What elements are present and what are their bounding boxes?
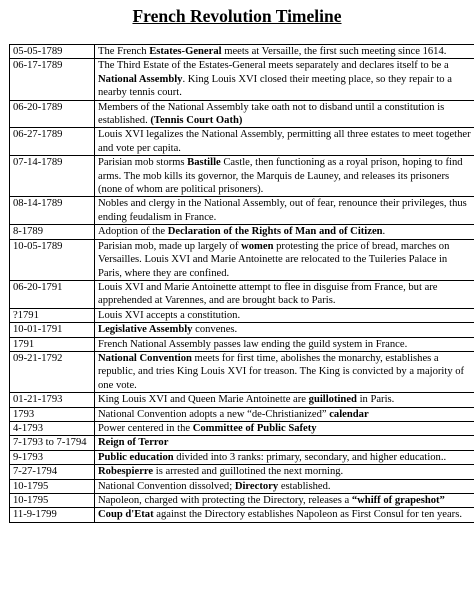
event-description — [95, 225, 474, 239]
event-highlight: National Convention — [98, 352, 192, 364]
event-description — [95, 323, 474, 337]
event-description — [95, 337, 474, 351]
event-description — [95, 308, 474, 322]
event-highlight: Legislative Assembly — [98, 324, 193, 336]
event-text: Louis XVI and Marie Antoinette attempt to flee in disguise from France, but are apprehended at Varennes, and are brought back to Paris. — [98, 281, 438, 307]
event-text: French National Assembly passes law ending the guild system in France. — [98, 338, 408, 350]
event-highlight: Directory — [234, 480, 279, 492]
table-row — [10, 479, 474, 493]
event-date: ?1791 — [10, 308, 95, 322]
event-highlight: calendar — [329, 408, 369, 420]
event-date: 10-01-1791 — [10, 323, 95, 337]
table-row — [10, 59, 474, 100]
event-text: Power centered in the — [98, 422, 193, 434]
event-date: 9-1793 — [10, 450, 95, 464]
event-highlight: Estates-General — [149, 46, 222, 57]
event-text: protesting the price of bread, marches on Versailles. Louis XVI and Marie Antoinette are relocated to the Tuileries Palace in Paris, where they are confined. — [98, 240, 450, 279]
event-text: against the Directory establishes Napoleon as First Consul for ten years. — [153, 509, 462, 521]
event-text: is arrested and guillotined the next morning. — [153, 466, 344, 478]
event-text: Members of the National Assembly take oath not to disband until a constitution is established. — [98, 101, 445, 127]
event-date: 10-1795 — [10, 479, 95, 493]
table-row — [10, 351, 474, 392]
event-description — [95, 421, 474, 435]
event-highlight: (Tennis Court Oath) — [150, 115, 243, 127]
event-highlight: Committee of Public Safety — [192, 422, 317, 434]
event-text: established. — [278, 480, 331, 492]
event-date: 07-14-1789 — [10, 156, 95, 197]
event-description — [95, 351, 474, 392]
event-description — [95, 407, 474, 421]
event-text: National Convention adopts a new “de-Christianized” — [98, 408, 330, 420]
event-highlight: Coup d'Etat — [98, 509, 154, 521]
table-row — [10, 436, 474, 450]
table-row — [10, 280, 474, 308]
event-highlight: Reign of Terror — [98, 437, 169, 449]
event-description — [95, 479, 474, 493]
event-date: 7-27-1794 — [10, 465, 95, 479]
table-row — [10, 323, 474, 337]
timeline-table — [9, 44, 474, 523]
event-text: . King Louis XVI closed their meeting place, so they repair to a nearby tennis court. — [98, 73, 452, 99]
event-text: Louis XVI accepts a constitution. — [98, 309, 241, 321]
table-row — [10, 197, 474, 225]
event-date: 1793 — [10, 407, 95, 421]
event-date: 08-14-1789 — [10, 197, 95, 225]
event-description — [95, 508, 474, 522]
event-date: 06-20-1789 — [10, 100, 95, 128]
table-row — [10, 421, 474, 435]
table-row — [10, 128, 474, 156]
event-date: 06-20-1791 — [10, 280, 95, 308]
event-description — [95, 393, 474, 407]
event-date: 10-05-1789 — [10, 239, 95, 280]
table-row — [10, 450, 474, 464]
event-text: Nobles and clergy in the National Assembly, out of fear, renounce their privileges, thus ending feudalism in France. — [98, 198, 467, 223]
event-description — [95, 280, 474, 308]
table-row — [10, 100, 474, 128]
table-row — [10, 239, 474, 280]
event-text: The Third Estate of the Estates-General meets separately and declares itself to be a — [98, 60, 449, 72]
event-text: Parisian mob, made up largely of — [98, 240, 242, 252]
table-row — [10, 337, 474, 351]
table-row — [10, 407, 474, 421]
event-text: Parisian mob storms — [98, 157, 188, 169]
event-date: 10-1795 — [10, 494, 95, 508]
event-date: 7-1793 to 7-1794 — [10, 436, 95, 450]
event-text: Napoleon, charged with protecting the Directory, releases a — [98, 495, 352, 506]
event-date: 8-1789 — [10, 225, 95, 239]
event-description — [95, 45, 474, 59]
event-highlight: Public education — [98, 451, 174, 463]
event-text: in Paris. — [356, 394, 395, 406]
event-date: 01-21-1793 — [10, 393, 95, 407]
page-title: French Revolution Timeline — [132, 6, 342, 26]
table-row — [10, 45, 474, 59]
event-text: meets at Versaille, the first such meeting since 1614. — [221, 46, 447, 57]
event-date: 06-27-1789 — [10, 128, 95, 156]
event-highlight: Robespierre — [98, 466, 154, 478]
event-text: National Convention dissolved; — [98, 480, 235, 492]
event-text: divided into 3 ranks: primary, secondary, and higher education.. — [173, 451, 447, 463]
event-description — [95, 436, 474, 450]
table-row — [10, 393, 474, 407]
event-description — [95, 239, 474, 280]
event-date: 11-9-1799 — [10, 508, 95, 522]
event-text: meets for first time, abolishes the monarchy, establishes a republic, and tries King Louis XVI for treason. The King is convicted by a majority of one vote. — [98, 352, 465, 391]
event-description — [95, 197, 474, 225]
event-date: 06-17-1789 — [10, 59, 95, 100]
event-text: The French — [98, 46, 150, 57]
event-description — [95, 450, 474, 464]
table-row — [10, 225, 474, 239]
event-description — [95, 100, 474, 128]
event-text: Louis XVI legalizes the National Assembly, permitting all three estates to meet together and vote per capita. — [98, 129, 471, 154]
event-date: 1791 — [10, 337, 95, 351]
event-highlight: National Assembly — [98, 73, 183, 85]
event-description — [95, 156, 474, 197]
event-description — [95, 465, 474, 479]
event-highlight: “whiff of grapeshot” — [351, 495, 445, 506]
event-date: 05-05-1789 — [10, 45, 95, 59]
event-highlight: Bastille — [187, 157, 221, 169]
table-row — [10, 308, 474, 322]
event-date: 4-1793 — [10, 421, 95, 435]
table-row — [10, 494, 474, 508]
event-text: Adoption of the — [98, 226, 168, 238]
event-text: . — [382, 226, 386, 238]
event-text: convenes. — [192, 324, 238, 336]
table-row — [10, 465, 474, 479]
event-highlight: guillotined — [308, 394, 357, 406]
event-highlight: women — [241, 240, 274, 252]
event-text: King Louis XVI and Queen Marie Antoinette are — [98, 394, 309, 406]
event-date: 09-21-1792 — [10, 351, 95, 392]
event-description — [95, 494, 474, 508]
event-description — [95, 59, 474, 100]
event-description — [95, 128, 474, 156]
table-row — [10, 508, 474, 522]
timeline-body — [10, 45, 474, 523]
event-highlight: Declaration of the Rights of Man and of Citizen — [167, 226, 383, 238]
table-row — [10, 156, 474, 197]
event-text: Castle, then functioning as a royal prison, hoping to find arms. The mob kills its governor, the Marquis de Launey, and releases its prisoners (none of whom are political prisoners). — [98, 157, 463, 196]
